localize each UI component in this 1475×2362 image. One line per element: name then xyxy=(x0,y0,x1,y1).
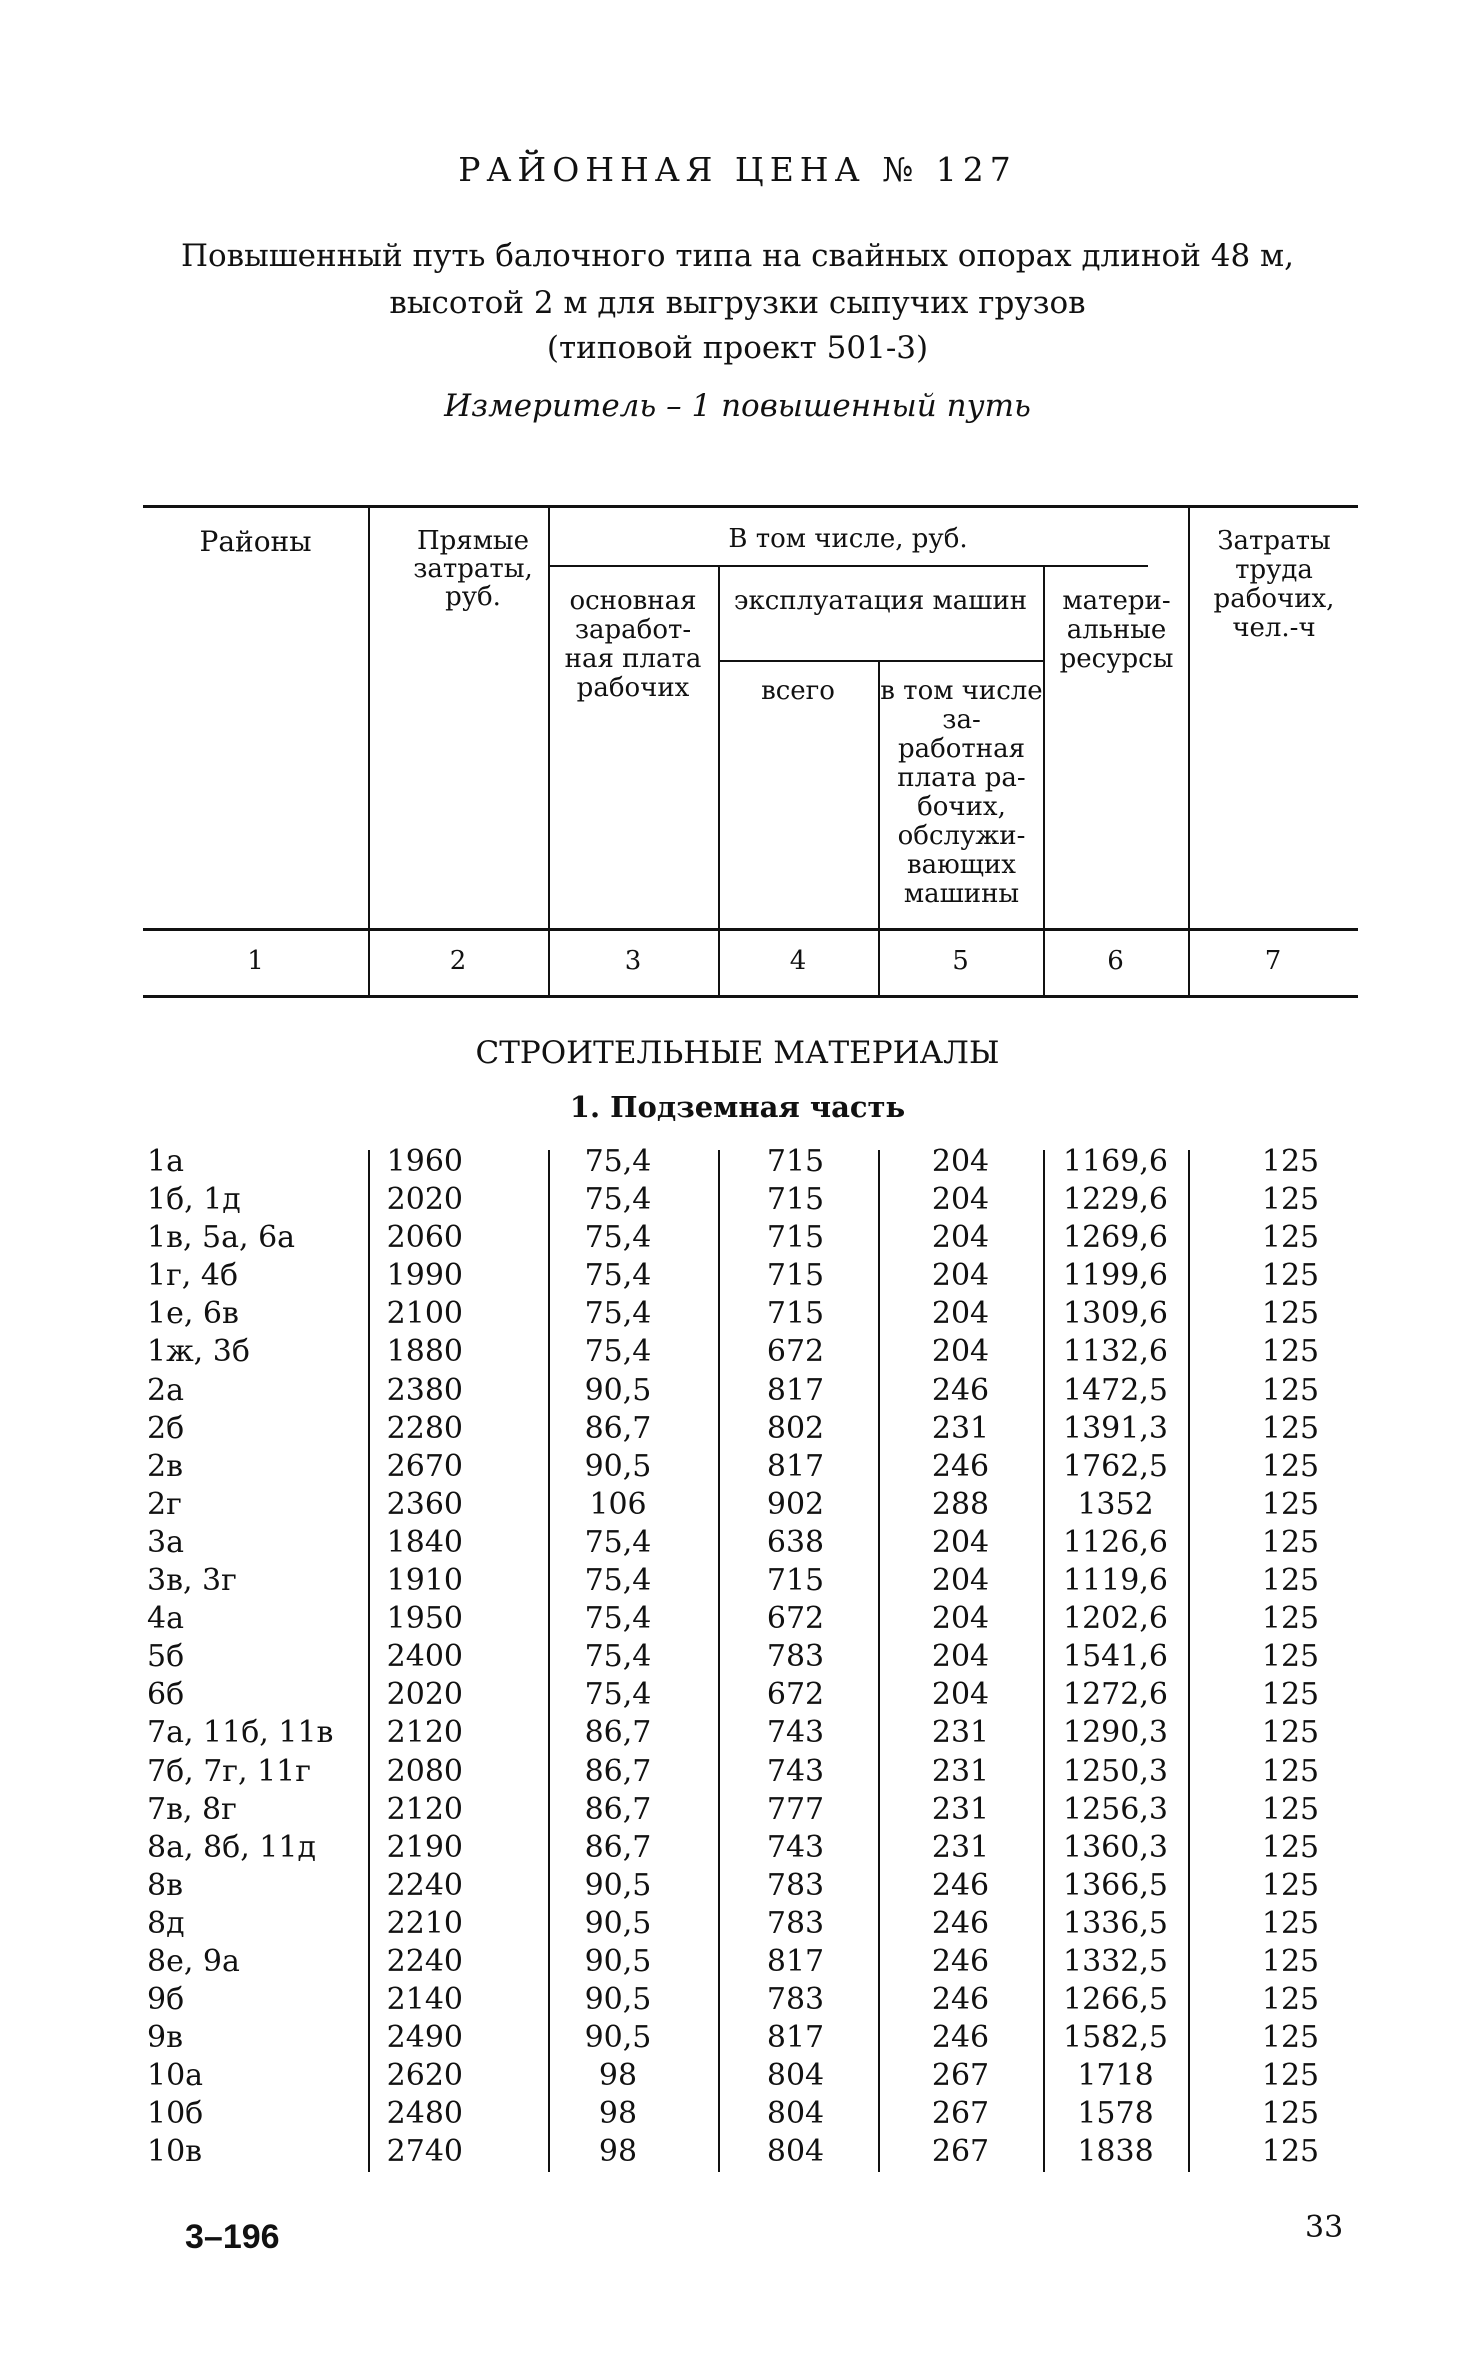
cell-wages: 90,5 xyxy=(584,1905,652,1941)
cell-labor: 125 xyxy=(1261,1486,1320,1522)
cell-wages: 75,4 xyxy=(584,1182,652,1218)
cell-machines-wages: 204 xyxy=(931,1563,990,1599)
cell-regions: 1в, 5а, 6а xyxy=(147,1220,296,1256)
cell-regions: 1г, 4б xyxy=(147,1258,239,1294)
cell-machines-total: 715 xyxy=(766,1296,825,1332)
cell-materials: 1332,5 xyxy=(1063,1943,1168,1979)
cell-machines-wages: 204 xyxy=(931,1639,990,1675)
cell-materials: 1472,5 xyxy=(1063,1372,1168,1408)
column-number: 6 xyxy=(1107,946,1124,976)
table-row xyxy=(143,1448,1358,1486)
cell-machines-wages: 246 xyxy=(931,1982,990,2018)
cell-wages: 75,4 xyxy=(584,1258,652,1294)
header-regions: Районы xyxy=(199,525,312,558)
cell-machines-total: 804 xyxy=(766,2134,825,2170)
data-rows xyxy=(143,1143,1358,2172)
cell-direct-costs: 2400 xyxy=(386,1639,463,1675)
cell-machines-wages: 204 xyxy=(931,1601,990,1637)
cell-regions: 7а, 11б, 11в xyxy=(147,1715,334,1751)
cell-machines-wages: 231 xyxy=(931,1753,990,1789)
cell-regions: 8а, 8б, 11д xyxy=(147,1829,316,1865)
cell-wages: 75,4 xyxy=(584,1334,652,1370)
table-row xyxy=(143,1410,1358,1448)
cell-machines-total: 777 xyxy=(766,1791,825,1827)
cell-direct-costs: 1880 xyxy=(386,1334,463,1370)
cell-materials: 1391,3 xyxy=(1063,1410,1168,1446)
machines-rule xyxy=(718,660,1043,662)
cell-wages: 75,4 xyxy=(584,1601,652,1637)
cell-wages: 75,4 xyxy=(584,1296,652,1332)
cell-materials: 1199,6 xyxy=(1063,1258,1168,1294)
column-number: 5 xyxy=(952,946,969,976)
cell-machines-total: 802 xyxy=(766,1410,825,1446)
cell-direct-costs: 2140 xyxy=(386,1982,463,2018)
cell-regions: 1е, 6в xyxy=(147,1296,239,1332)
cell-labor: 125 xyxy=(1261,1524,1320,1560)
table-header xyxy=(143,505,1358,1000)
table-row xyxy=(143,1524,1358,1562)
cell-regions: 2б xyxy=(147,1410,185,1446)
cell-machines-total: 783 xyxy=(766,1639,825,1675)
cell-materials: 1119,6 xyxy=(1063,1563,1168,1599)
cell-machines-total: 672 xyxy=(766,1677,825,1713)
cell-machines-wages: 204 xyxy=(931,1220,990,1256)
header-machines: эксплуатация машин xyxy=(733,586,1028,616)
cell-machines-total: 817 xyxy=(766,1448,825,1484)
cell-wages: 90,5 xyxy=(584,1982,652,2018)
table-row xyxy=(143,1905,1358,1943)
cell-machines-wages: 246 xyxy=(931,1943,990,1979)
cell-wages: 90,5 xyxy=(584,1867,652,1903)
cell-direct-costs: 2020 xyxy=(386,1677,463,1713)
cell-wages: 98 xyxy=(598,2058,638,2094)
cell-wages: 86,7 xyxy=(584,1829,652,1865)
cell-regions: 1а xyxy=(147,1144,184,1179)
table-row xyxy=(143,1295,1358,1333)
cell-labor: 125 xyxy=(1261,1334,1320,1370)
table-row xyxy=(143,1753,1358,1791)
cell-regions: 9б xyxy=(147,1982,185,2018)
table-row xyxy=(143,1219,1358,1257)
cell-machines-total: 783 xyxy=(766,1982,825,2018)
cell-regions: 5б xyxy=(147,1639,185,1675)
cell-labor: 125 xyxy=(1261,1220,1320,1256)
cell-regions: 8в xyxy=(147,1867,183,1903)
cell-labor: 125 xyxy=(1261,1677,1320,1713)
cell-direct-costs: 1910 xyxy=(386,1563,463,1599)
cell-labor: 125 xyxy=(1261,2058,1320,2094)
column-number: 1 xyxy=(247,946,264,976)
cell-labor: 125 xyxy=(1261,2020,1320,2056)
header-mid-rule xyxy=(143,928,1358,931)
cell-machines-total: 783 xyxy=(766,1905,825,1941)
cell-wages: 90,5 xyxy=(584,1943,652,1979)
cell-materials: 1762,5 xyxy=(1063,1448,1168,1484)
cell-machines-total: 817 xyxy=(766,1372,825,1408)
cell-materials: 1582,5 xyxy=(1063,2020,1168,2056)
cell-materials: 1309,6 xyxy=(1063,1296,1168,1332)
cell-regions: 3в, 3г xyxy=(147,1563,237,1599)
subsection-title: 1. Подземная часть xyxy=(569,1090,906,1124)
cell-labor: 125 xyxy=(1261,1258,1320,1294)
header-bottom-rule xyxy=(143,995,1358,998)
table-row xyxy=(143,2019,1358,2057)
table-row xyxy=(143,1676,1358,1714)
cell-regions: 1ж, 3б xyxy=(147,1334,250,1370)
cell-labor: 125 xyxy=(1261,1182,1320,1218)
cell-materials: 1272,6 xyxy=(1063,1677,1168,1713)
header-divider xyxy=(368,505,370,998)
cell-labor: 125 xyxy=(1261,1829,1320,1865)
cell-materials: 1202,6 xyxy=(1063,1601,1168,1637)
header-machines-wages: в том числе за- работная плата ра- бочих, обслужи- вающих машины xyxy=(880,676,1043,909)
table-row xyxy=(143,1638,1358,1676)
table-row xyxy=(143,1486,1358,1524)
table-row xyxy=(143,1143,1358,1181)
cell-wages: 75,4 xyxy=(584,1220,652,1256)
cell-direct-costs: 2240 xyxy=(386,1867,463,1903)
cell-machines-wages: 204 xyxy=(931,1677,990,1713)
cell-direct-costs: 2210 xyxy=(386,1905,463,1941)
cell-wages: 86,7 xyxy=(584,1753,652,1789)
cell-regions: 10а xyxy=(147,2058,204,2094)
cell-wages: 86,7 xyxy=(584,1791,652,1827)
cell-labor: 125 xyxy=(1261,1982,1320,2018)
table-row xyxy=(143,1333,1358,1371)
table-row xyxy=(143,1181,1358,1219)
cell-materials: 1266,5 xyxy=(1063,1982,1168,2018)
cell-machines-wages: 267 xyxy=(931,2096,990,2132)
section-title: СТРОИТЕЛЬНЫЕ МАТЕРИАЛЫ xyxy=(475,1035,1000,1071)
cell-direct-costs: 2740 xyxy=(386,2134,463,2170)
header-direct-costs: Прямые затраты, руб. xyxy=(413,526,533,612)
table-row xyxy=(143,1829,1358,1867)
cell-direct-costs: 2020 xyxy=(386,1182,463,1218)
cell-machines-wages: 204 xyxy=(931,1182,990,1218)
cell-direct-costs: 1960 xyxy=(386,1144,463,1179)
cell-labor: 125 xyxy=(1261,1296,1320,1332)
cell-machines-wages: 288 xyxy=(931,1486,990,1522)
cell-machines-total: 715 xyxy=(766,1563,825,1599)
cell-direct-costs: 1840 xyxy=(386,1524,463,1560)
cell-labor: 125 xyxy=(1261,1753,1320,1789)
column-number: 3 xyxy=(624,946,642,976)
cell-machines-total: 743 xyxy=(766,1753,825,1789)
cell-wages: 90,5 xyxy=(584,1448,652,1484)
column-number: 7 xyxy=(1264,946,1282,976)
cell-direct-costs: 2620 xyxy=(386,2058,463,2094)
cell-direct-costs: 1950 xyxy=(386,1601,463,1637)
table-row xyxy=(143,1791,1358,1829)
subtitle-line-1: Повышенный путь балочного типа на свайных опорах длиной 48 м, xyxy=(180,238,1294,274)
cell-machines-wages: 231 xyxy=(931,1410,990,1446)
column-number: 2 xyxy=(449,946,467,976)
cell-direct-costs: 2190 xyxy=(386,1829,463,1865)
cell-regions: 3а xyxy=(147,1524,184,1560)
cell-materials: 1269,6 xyxy=(1063,1220,1168,1256)
cell-regions: 2г xyxy=(147,1486,182,1522)
cell-wages: 106 xyxy=(589,1486,647,1522)
cell-machines-total: 743 xyxy=(766,1715,825,1751)
cell-direct-costs: 2080 xyxy=(386,1753,463,1789)
cell-machines-wages: 231 xyxy=(931,1829,990,1865)
cell-labor: 125 xyxy=(1261,1601,1320,1637)
cell-machines-total: 783 xyxy=(766,1867,825,1903)
subtitle-line-2: высотой 2 м для выгрузки сыпучих грузов xyxy=(389,285,1086,321)
column-number: 4 xyxy=(789,946,807,976)
cell-wages: 75,4 xyxy=(584,1563,652,1599)
cell-machines-total: 804 xyxy=(766,2096,825,2132)
cell-machines-wages: 204 xyxy=(931,1334,990,1370)
cell-machines-wages: 267 xyxy=(931,2058,990,2094)
cell-direct-costs: 2280 xyxy=(386,1410,463,1446)
cell-machines-total: 672 xyxy=(766,1334,825,1370)
cell-regions: 2а xyxy=(147,1372,184,1408)
cell-wages: 86,7 xyxy=(584,1715,652,1751)
cell-labor: 125 xyxy=(1261,1639,1320,1675)
cell-machines-wages: 246 xyxy=(931,2020,990,2056)
cell-wages: 75,4 xyxy=(584,1144,652,1179)
cell-materials: 1578 xyxy=(1077,2096,1154,2132)
cell-materials: 1169,6 xyxy=(1063,1144,1168,1179)
table-row xyxy=(143,1600,1358,1638)
cell-labor: 125 xyxy=(1261,1372,1320,1408)
header-divider xyxy=(548,505,550,998)
table-row xyxy=(143,1562,1358,1600)
cell-labor: 125 xyxy=(1261,1563,1320,1599)
cell-materials: 1366,5 xyxy=(1063,1867,1168,1903)
table-row xyxy=(143,2133,1358,2171)
table-row xyxy=(143,2095,1358,2133)
table-row xyxy=(143,1867,1358,1905)
cell-direct-costs: 2670 xyxy=(386,1448,463,1484)
cell-materials: 1126,6 xyxy=(1063,1524,1168,1560)
cell-machines-total: 672 xyxy=(766,1601,825,1637)
cell-materials: 1256,3 xyxy=(1063,1791,1168,1827)
header-top-rule xyxy=(143,505,1358,508)
cell-wages: 90,5 xyxy=(584,1372,652,1408)
cell-regions: 1б, 1д xyxy=(147,1182,241,1218)
cell-labor: 125 xyxy=(1261,1715,1320,1751)
cell-direct-costs: 2360 xyxy=(386,1486,463,1522)
table-row xyxy=(143,1943,1358,1981)
cell-machines-wages: 246 xyxy=(931,1372,990,1408)
cell-materials: 1541,6 xyxy=(1063,1639,1168,1675)
cell-machines-total: 638 xyxy=(766,1524,825,1560)
cell-direct-costs: 2120 xyxy=(386,1791,463,1827)
header-labor: Затраты труда рабочих, чел.-ч xyxy=(1213,526,1335,643)
page-number: 33 xyxy=(1305,2210,1344,2245)
cell-regions: 10в xyxy=(147,2134,203,2170)
cell-materials: 1290,3 xyxy=(1063,1715,1168,1751)
cell-direct-costs: 1990 xyxy=(386,1258,463,1294)
table-row xyxy=(143,1714,1358,1752)
cell-labor: 125 xyxy=(1261,1943,1320,1979)
cell-regions: 8е, 9а xyxy=(147,1943,240,1979)
measure-unit: Измеритель – 1 повышенный путь xyxy=(444,388,1031,424)
page-title: РАЙОННАЯ ЦЕНА № 127 xyxy=(458,150,1017,189)
cell-direct-costs: 2490 xyxy=(386,2020,463,2056)
cell-wages: 98 xyxy=(598,2134,638,2170)
cell-labor: 125 xyxy=(1261,1448,1320,1484)
cell-direct-costs: 2480 xyxy=(386,2096,463,2132)
cell-regions: 8д xyxy=(147,1905,185,1941)
cell-machines-total: 817 xyxy=(766,2020,825,2056)
cell-machines-wages: 204 xyxy=(931,1144,990,1179)
table-row xyxy=(143,2057,1358,2095)
cell-machines-total: 715 xyxy=(766,1182,825,1218)
cell-materials: 1250,3 xyxy=(1063,1753,1168,1789)
cell-labor: 125 xyxy=(1261,1144,1320,1179)
cell-machines-wages: 267 xyxy=(931,2134,990,2170)
cell-machines-wages: 231 xyxy=(931,1715,990,1751)
header-machines-total: всего xyxy=(761,676,835,706)
cell-labor: 125 xyxy=(1261,1867,1320,1903)
group-rule xyxy=(548,565,1148,567)
cell-machines-wages: 231 xyxy=(931,1791,990,1827)
cell-materials: 1838 xyxy=(1077,2134,1154,2170)
cell-direct-costs: 2060 xyxy=(386,1220,463,1256)
subtitle-line-3: (типовой проект 501-3) xyxy=(546,330,929,366)
cell-wages: 75,4 xyxy=(584,1524,652,1560)
cell-labor: 125 xyxy=(1261,1410,1320,1446)
cell-labor: 125 xyxy=(1261,2134,1320,2170)
cell-machines-wages: 246 xyxy=(931,1905,990,1941)
cell-direct-costs: 2240 xyxy=(386,1943,463,1979)
cell-machines-wages: 204 xyxy=(931,1524,990,1560)
table-row xyxy=(143,1372,1358,1410)
cell-machines-total: 715 xyxy=(766,1144,825,1179)
cell-materials: 1229,6 xyxy=(1063,1182,1168,1218)
cell-machines-total: 902 xyxy=(766,1486,825,1522)
cell-labor: 125 xyxy=(1261,1791,1320,1827)
cell-regions: 10б xyxy=(147,2096,204,2132)
cell-direct-costs: 2380 xyxy=(386,1372,463,1408)
cell-regions: 2в xyxy=(147,1448,183,1484)
header-divider xyxy=(718,567,720,998)
cell-machines-wages: 204 xyxy=(931,1258,990,1294)
cell-wages: 98 xyxy=(598,2096,638,2132)
footer-code: 3–196 xyxy=(185,2218,280,2256)
cell-materials: 1718 xyxy=(1077,2058,1154,2094)
cell-machines-total: 743 xyxy=(766,1829,825,1865)
cell-machines-total: 817 xyxy=(766,1943,825,1979)
header-group: В том числе, руб. xyxy=(728,524,968,554)
cell-direct-costs: 2120 xyxy=(386,1715,463,1751)
cell-wages: 90,5 xyxy=(584,2020,652,2056)
cell-wages: 75,4 xyxy=(584,1677,652,1713)
cell-materials: 1132,6 xyxy=(1063,1334,1168,1370)
cell-direct-costs: 2100 xyxy=(386,1296,463,1332)
cell-labor: 125 xyxy=(1261,2096,1320,2132)
cell-regions: 9в xyxy=(147,2020,183,2056)
cell-materials: 1336,5 xyxy=(1063,1905,1168,1941)
cell-materials: 1352 xyxy=(1077,1486,1154,1522)
cell-regions: 6б xyxy=(147,1677,185,1713)
cell-machines-wages: 204 xyxy=(931,1296,990,1332)
cell-machines-total: 804 xyxy=(766,2058,825,2094)
cell-machines-wages: 246 xyxy=(931,1867,990,1903)
cell-wages: 86,7 xyxy=(584,1410,652,1446)
cell-labor: 125 xyxy=(1261,1905,1320,1941)
cell-wages: 75,4 xyxy=(584,1639,652,1675)
header-wages: основная заработ- ная плата рабочих xyxy=(564,586,702,703)
cell-regions: 4а xyxy=(147,1601,184,1637)
cell-materials: 1360,3 xyxy=(1063,1829,1168,1865)
cell-machines-total: 715 xyxy=(766,1258,825,1294)
cell-machines-total: 715 xyxy=(766,1220,825,1256)
header-materials: матери- альные ресурсы xyxy=(1059,586,1174,674)
table-row xyxy=(143,1257,1358,1295)
cell-machines-wages: 246 xyxy=(931,1448,990,1484)
table-row xyxy=(143,1981,1358,2019)
cell-regions: 7б, 7г, 11г xyxy=(147,1753,311,1789)
cell-regions: 7в, 8г xyxy=(147,1791,237,1827)
